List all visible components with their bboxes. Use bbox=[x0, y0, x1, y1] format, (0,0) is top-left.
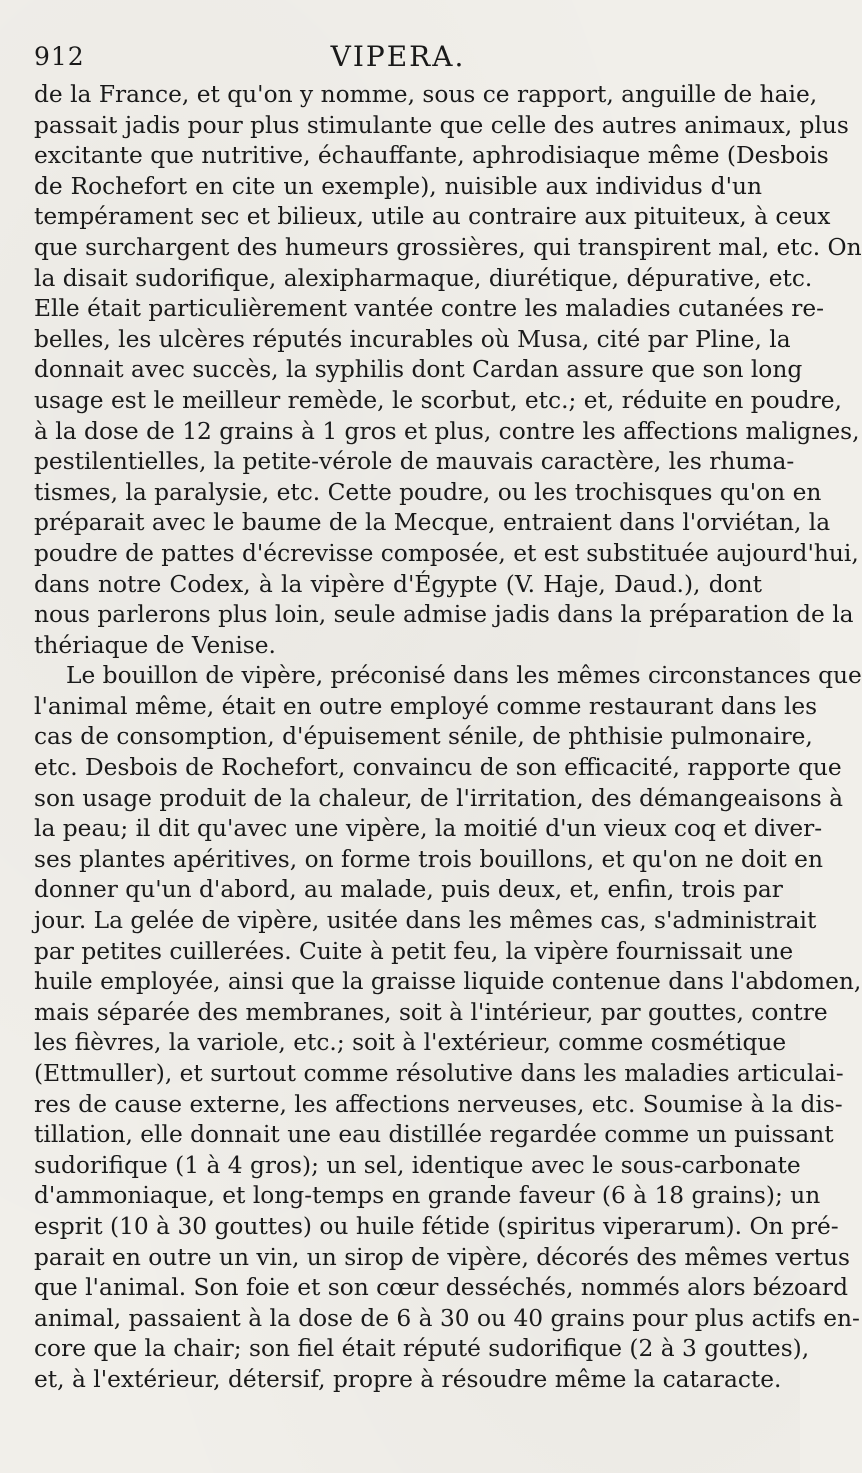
text-line: mais séparée des membranes, soit à l'intérieur, par gouttes, contre bbox=[34, 998, 828, 1026]
text-line: dans notre Codex, à la vipère d'Égypte (V. Haje, Daud.), dont bbox=[34, 570, 762, 598]
text-line: les fièvres, la variole, etc.; soit à l'extérieur, comme cosmétique bbox=[34, 1029, 787, 1057]
text-line: huile employée, ainsi que la graisse liquide contenue dans l'abdomen, bbox=[34, 968, 862, 996]
text-line: thériaque de Venise. bbox=[34, 631, 276, 659]
text-line: de Rochefort en cite un exemple), nuisible aux individus d'un bbox=[34, 172, 762, 200]
text-line: Elle était particulièrement vantée contre les maladies cutanées re- bbox=[34, 295, 825, 323]
text-line: préparait avec le baume de la Mecque, entraient dans l'orviétan, la bbox=[34, 509, 831, 537]
text-line: par petites cuillerées. Cuite à petit feu, la vipère fournissait une bbox=[34, 937, 794, 965]
text-line: Le bouillon de vipère, préconisé dans les mêmes circonstances que bbox=[66, 662, 862, 690]
text-line: animal, passaient à la dose de 6 à 30 ou 40 grains pour plus actifs en- bbox=[34, 1304, 860, 1332]
text-line: nous parlerons plus loin, seule admise jadis dans la préparation de la bbox=[34, 601, 854, 629]
text-line: cas de consomption, d'épuisement sénile, de phthisie pulmonaire, bbox=[34, 723, 813, 751]
page-number: 912 bbox=[34, 42, 85, 71]
paragraph-2 bbox=[34, 661, 862, 1395]
text-line: son usage produit de la chaleur, de l'irritation, des démangeaisons à bbox=[34, 784, 844, 812]
text-line: que l'animal. Son foie et son cœur desséchés, nommés alors bézoard bbox=[34, 1274, 848, 1302]
running-title: VIPERA. bbox=[330, 40, 466, 73]
text-line: core que la chair; son fiel était réputé sudorifique (2 à 3 gouttes), bbox=[34, 1335, 810, 1363]
text-line: à la dose de 12 grains à 1 gros et plus, contre les affections malignes, bbox=[34, 417, 860, 445]
text-line: parait en outre un vin, un sirop de vipère, décorés des mêmes vertus bbox=[34, 1243, 850, 1271]
text-line: etc. Desbois de Rochefort, convaincu de son efficacité, rapporte que bbox=[34, 754, 842, 782]
text-line: tempérament sec et bilieux, utile au contraire aux pituiteux, à ceux bbox=[34, 203, 831, 231]
body-text bbox=[34, 80, 862, 1396]
text-line: la disait sudorifique, alexipharmaque, diurétique, dépurative, etc. bbox=[34, 264, 813, 292]
text-line: jour. La gelée de vipère, usitée dans les mêmes cas, s'administrait bbox=[34, 907, 817, 935]
text-line: excitante que nutritive, échauffante, aphrodisiaque même (Desbois bbox=[34, 142, 829, 170]
text-line: tismes, la paralysie, etc. Cette poudre, ou les trochisques qu'on en bbox=[34, 478, 822, 506]
paragraph-1 bbox=[34, 80, 862, 661]
text-line: belles, les ulcères réputés incurables où Musa, cité par Pline, la bbox=[34, 325, 791, 353]
text-line: de la France, et qu'on y nomme, sous ce rapport, anguille de haie, bbox=[34, 81, 818, 108]
text-line: pestilentielles, la petite-vérole de mauvais caractère, les rhuma- bbox=[34, 448, 795, 476]
text-line: l'animal même, était en outre employé comme restaurant dans les bbox=[34, 692, 818, 720]
text-line: sudorifique (1 à 4 gros); un sel, identique avec le sous-carbonate bbox=[34, 1151, 801, 1179]
page-header bbox=[34, 40, 762, 76]
text-line: la peau; il dit qu'avec une vipère, la moitié d'un vieux coq et diver- bbox=[34, 815, 823, 843]
text-line: poudre de pattes d'écrevisse composée, et est substituée aujourd'hui, bbox=[34, 539, 859, 567]
text-line: passait jadis pour plus stimulante que celle des autres animaux, plus bbox=[34, 111, 849, 139]
text-line: et, à l'extérieur, détersif, propre à résoudre même la cataracte. bbox=[34, 1365, 782, 1393]
text-line: usage est le meilleur remède, le scorbut, etc.; et, réduite en poudre, bbox=[34, 386, 842, 414]
text-line: tillation, elle donnait une eau distillée regardée comme un puissant bbox=[34, 1121, 834, 1149]
text-line: donner qu'un d'abord, au malade, puis deux, et, enfin, trois par bbox=[34, 876, 783, 904]
text-line: esprit (10 à 30 gouttes) ou huile fétide (spiritus viperarum). On pré- bbox=[34, 1212, 839, 1240]
text-line: d'ammoniaque, et long-temps en grande faveur (6 à 18 grains); un bbox=[34, 1182, 821, 1210]
text-line: (Ettmuller), et surtout comme résolutive dans les maladies articulai- bbox=[34, 1060, 844, 1087]
text-line: donnait avec succès, la syphilis dont Cardan assure que son long bbox=[34, 356, 803, 384]
text-line: que surchargent des humeurs grossières, qui transpirent mal, etc. On bbox=[34, 233, 862, 261]
text-line: res de cause externe, les affections nerveuses, etc. Soumise à la dis- bbox=[34, 1090, 843, 1118]
text-line: ses plantes apéritives, on forme trois bouillons, et qu'on ne doit en bbox=[34, 845, 823, 873]
